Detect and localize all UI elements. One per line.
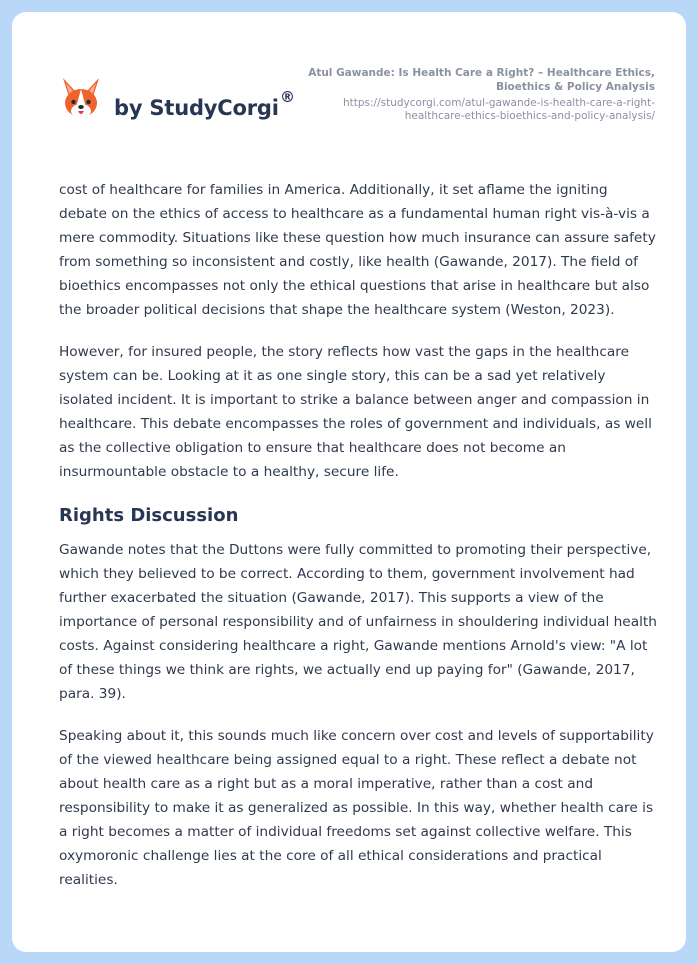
document-meta <box>295 66 655 123</box>
paragraph-2: However, for insured people, the story reflects how vast the gaps in the healthcare system can be. Looking at it as one single story, this can be a sad yet relatively isolated incident. It is important to strike a balance between anger and compassion in healthcare. This debate encompasses the roles of government and individuals, as well as the collective obligation to ensure that healthcare does not become an insurmountable obstacle to a healthy, secure life. <box>59 344 652 480</box>
studycorgi-logo[interactable] <box>60 76 305 136</box>
document-url[interactable]: https://studycorgi.com/atul-gawande-is-health-care-a-right-healthcare-ethics-bioethics-and-policy-analysis/ <box>342 97 655 122</box>
document-title: Atul Gawande: Is Health Care a Right? – Healthcare Ethics, Bioethics & Policy Analysis <box>308 67 655 93</box>
brand-name: by StudyCorgi <box>114 96 279 120</box>
section-heading: Rights Discussion <box>59 505 239 526</box>
paragraph-4: Speaking about it, this sounds much like concern over cost and levels of supportability of the viewed healthcare being assigned equal to a right. These reflect a debate not about health care as a right but as a moral imperative, rather than a cost and responsibility to make it as generalized as possible. In this way, whether health care is a right becomes a matter of individual freedoms set against collective welfare. This oxymoronic challenge lies at the core of all ethical considerations and practical realities. <box>59 728 654 888</box>
paragraph-3: Gawande notes that the Duttons were fully committed to promoting their perspective, which they believed to be correct. According to them, government involvement had further exacerbated the situation (Gawande, 2017). This supports a view of the importance of personal responsibility and of unfairness in shouldering individual health costs. Against considering healthcare a right, Gawande mentions Arnold's view: "A lot of these things we think are rights, we actually end up paying for" (Gawande, 2017, para. 39). <box>59 542 657 702</box>
document-page <box>12 12 686 952</box>
registered-mark: ® <box>280 88 295 106</box>
paragraph-1: cost of healthcare for families in America. Additionally, it set aflame the igniting debate on the ethics of access to healthcare as a fundamental human right vis-à-vis a mere commodity. Situations like these question how much insurance can assure safety from something so inconsistent and costly, like health (Gawande, 2017). The field of bioethics encompasses not only the ethical questions that arise in healthcare but also the broader political decisions that shape the healthcare system (Weston, 2023). <box>59 182 656 318</box>
document-body <box>59 178 659 910</box>
corgi-icon <box>60 76 102 122</box>
